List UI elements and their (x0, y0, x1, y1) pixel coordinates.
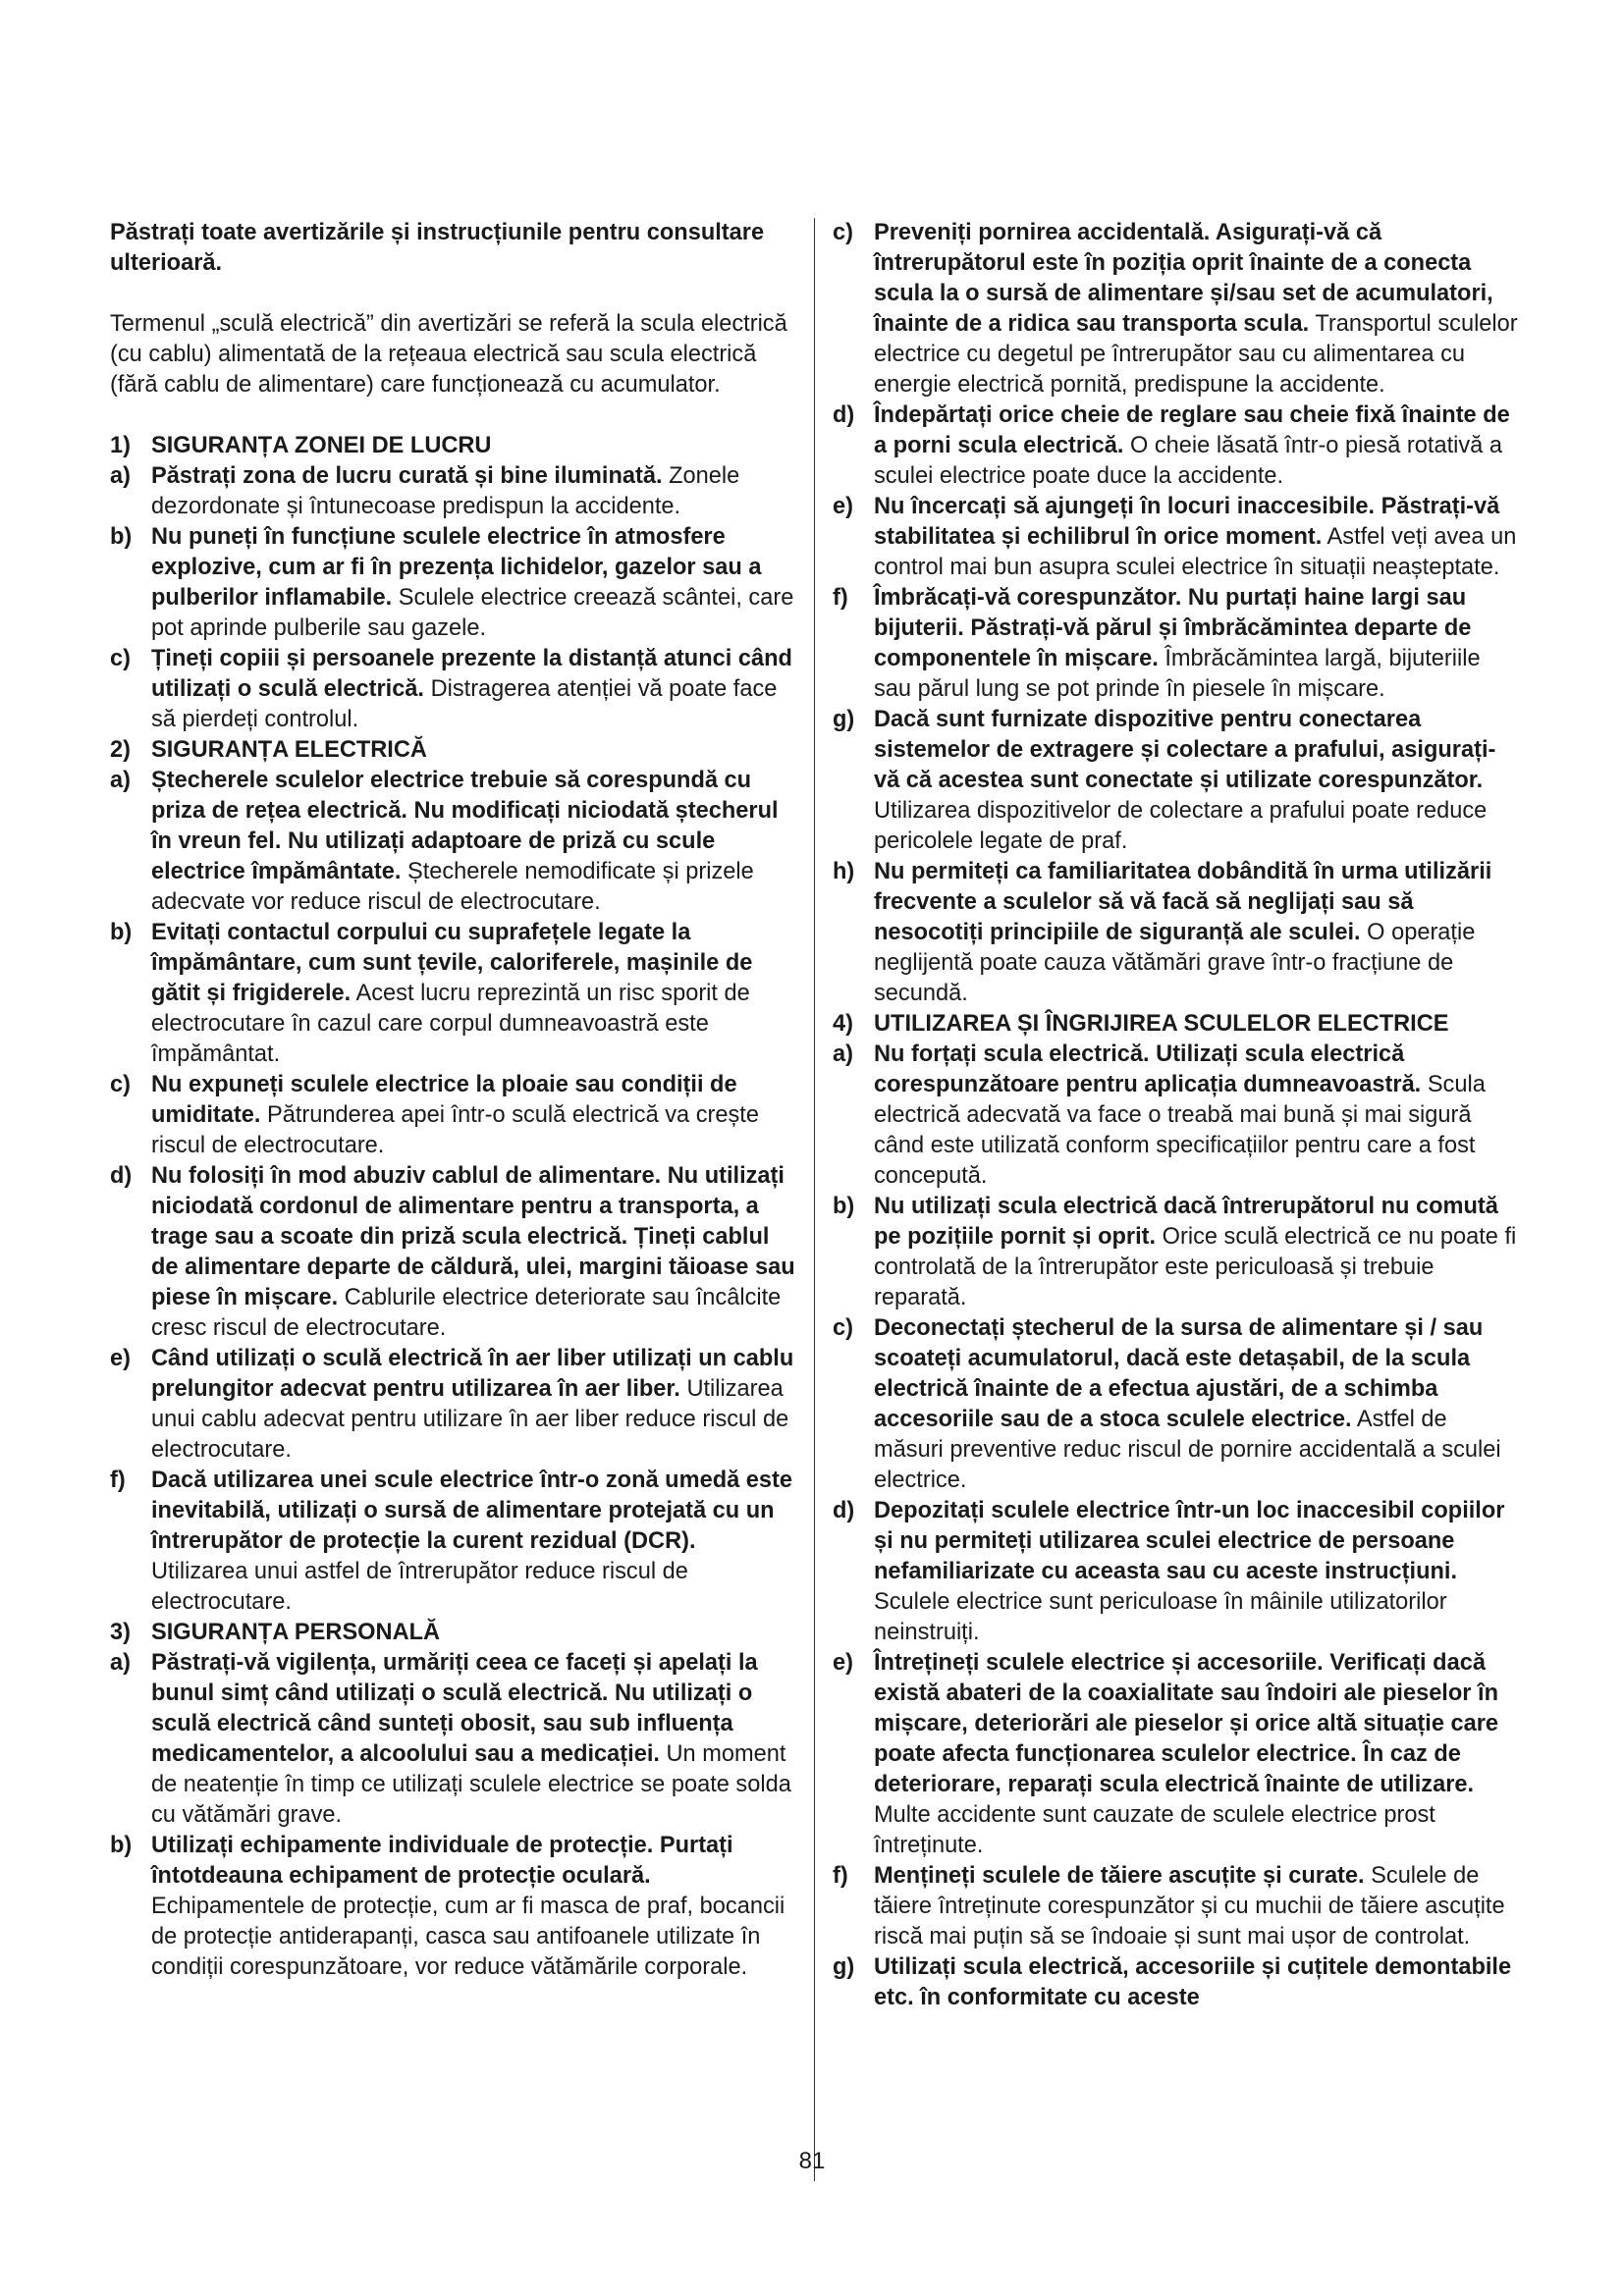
list-item (833, 492, 1520, 583)
item-label: g) (833, 1954, 855, 1980)
section-electrical-safety: 2) SIGURANȚA ELECTRICĂ (110, 737, 427, 763)
list-item (833, 705, 1520, 857)
item-text: Sculele electrice creează scântei, care pot aprinde pulberile sau gazele. (151, 585, 794, 641)
item-heading: Utilizați scula electrică, accesoriile și cuțitele demontabile etc. în conformitate cu aceste (874, 1954, 1512, 2010)
item-heading: Îndepărtați orice cheie de reglare sau cheie fixă înainte de a porni scula electrică. (874, 402, 1510, 458)
left-column (110, 218, 797, 1983)
item-heading: Nu forțați scula electrică. Utilizați scula electrică corespunzătoare pentru aplicația dumneavoastră. (874, 1041, 1422, 1097)
list-item (110, 1648, 797, 1831)
item-label: d) (110, 1163, 133, 1189)
electrical-safety-list (110, 766, 797, 1618)
list-item (833, 400, 1520, 492)
item-text: Sculele electrice sunt periculoase în mâinile utilizatorilor neinstruiți. (874, 1589, 1447, 1645)
item-label: a) (833, 1041, 853, 1067)
item-label: h) (833, 859, 855, 884)
section-work-area-safety: 1) SIGURANȚA ZONEI DE LUCRU (110, 433, 492, 458)
item-text: Orice sculă electrică ce nu poate fi controlată de la întrerupător este periculoasă și trebuie reparată. (874, 1224, 1517, 1310)
item-label: b) (833, 1194, 855, 1219)
item-label: e) (833, 494, 853, 519)
item-text: O cheie lăsată într-o piesă rotativă a sculei electrice poate duce la accidente. (874, 433, 1502, 489)
list-item (110, 1831, 797, 1983)
item-heading: Nu folosiți în mod abuziv cablul de alimentare. Nu utilizați niciodată cordonul de alimentare pentru a transporta, a trage sau a scoate din priză scula electrică. Țineți cablul de alimentare departe de căldură, ulei, margini tăioase sau piese în mișcare. (151, 1163, 795, 1310)
item-heading: Îmbrăcați-vă corespunzător. Nu purtați haine largi sau bijuterii. Păstrați-vă părul și îmbrăcămintea departe de componentele în mișcare. (874, 585, 1472, 671)
item-label: a) (110, 768, 131, 793)
item-text: Acest lucru reprezintă un risc sporit de electrocutare în cazul care corpul dumneavoastră este împământat. (151, 981, 750, 1067)
item-text: Transportul sculelor electrice cu degetul pe întrerupător sau cu alimentarea cu energie electrică pornită, predispune la accidente. (874, 311, 1518, 398)
list-item (110, 1466, 797, 1618)
right-column (833, 218, 1520, 2013)
item-label: a) (110, 463, 131, 489)
item-label: g) (833, 707, 855, 732)
section-tool-use-and-care: 4) UTILIZAREA ȘI ÎNGRIJIREA SCULELOR ELECTRICE (833, 1011, 1449, 1037)
item-heading: Nu încercați să ajungeți în locuri inaccesibile. Păstrați-vă stabilitatea și echilibrul în orice moment. (874, 494, 1500, 550)
item-heading: Preveniți pornirea accidentală. Asigurați-vă că întrerupătorul este în poziția oprit înainte de a conecta scula la o sursă de alimentare și/sau set de acumulatori, înainte de a ridica sau transporta scula. (874, 220, 1493, 337)
list-item (833, 1952, 1520, 2013)
item-label: c) (110, 1072, 131, 1097)
item-text: Ștecherele nemodificate și prizele adecvate vor reduce riscul de electrocutare. (151, 859, 754, 915)
list-item (110, 522, 797, 644)
item-heading: Țineți copiii și persoanele prezente la distanță atunci când utilizați o sculă electrică. (151, 646, 792, 702)
tool-use-and-care-list (833, 1040, 1520, 2013)
item-text: Utilizarea unui astfel de întrerupător reduce riscul de electrocutare. (151, 1559, 688, 1615)
list-item (833, 857, 1520, 1009)
item-heading: Dacă utilizarea unei scule electrice într-o zonă umedă este inevitabilă, utilizați o sursă de alimentare protejată cu un întrerupător de protecție la curent rezidual (DCR). (151, 1468, 792, 1554)
item-label: a) (110, 1650, 131, 1676)
personal-safety-list (110, 1648, 797, 1983)
list-item (833, 1861, 1520, 1952)
item-text: Îmbrăcămintea largă, bijuteriile sau părul lung se pot prinde în piesele în mișcare. (874, 646, 1481, 702)
item-heading: Nu expuneți sculele electrice la ploaie sau condiții de umiditate. (151, 1072, 737, 1128)
list-item (833, 1496, 1520, 1648)
item-label: c) (833, 220, 853, 245)
work-area-safety-list (110, 461, 797, 735)
item-label: c) (110, 646, 131, 671)
item-text: Utilizarea unui cablu adecvat pentru utilizare în aer liber reduce riscul de electrocutare. (151, 1376, 789, 1463)
column-divider (814, 218, 815, 2181)
item-heading: Utilizați echipamente individuale de protecție. Purtați întotdeauna echipament de protecție oculară. (151, 1833, 733, 1889)
item-heading: Nu utilizați scula electrică dacă întrerupătorul nu comută pe pozițiile pornit și oprit. (874, 1194, 1498, 1250)
item-label: b) (110, 920, 133, 945)
list-item (833, 1040, 1520, 1192)
item-label: c) (833, 1315, 853, 1341)
item-heading: Depozitați sculele electrice într-un loc inaccesibil copiilor și nu permiteți utilizarea sculei electrice de persoane nefamiliarizate cu aceasta sau cu aceste instrucțiuni. (874, 1498, 1505, 1584)
item-heading: Dacă sunt furnizate dispozitive pentru conectarea sistemelor de extragere și colectare a prafului, asigurați-vă că acestea sunt conectate și utilizate corespunzător. (874, 707, 1496, 793)
item-heading: Nu puneți în funcțiune sculele electrice în atmosfere explozive, cum ar fi în prezența lichidelor, gazelor sau a pulberilor inflamabile. (151, 524, 762, 611)
item-label: f) (110, 1468, 126, 1493)
list-item (110, 1070, 797, 1161)
item-text: Echipamentele de protecție, cum ar fi masca de praf, bocancii de protecție antiderapanți, casca sau antifoanele utilizate în condiții corespunzătoare, vor reduce vătămările corporale. (151, 1894, 785, 1980)
list-item (110, 461, 797, 522)
item-text: Pătrunderea apei într-o sculă electrică va crește riscul de electrocutare. (151, 1102, 759, 1158)
list-item (833, 1648, 1520, 1861)
item-text: O operație neglijentă poate cauza vătămări grave într-o fracțiune de secundă. (874, 920, 1476, 1006)
section-personal-safety: 3) SIGURANȚA PERSONALĂ (110, 1620, 441, 1645)
list-item (833, 1313, 1520, 1496)
item-label: f) (833, 1863, 848, 1889)
item-text: Zonele dezordonate și întunecoase predispun la accidente. (151, 463, 740, 519)
item-heading: Nu permiteți ca familiaritatea dobândită în urma utilizării frecvente a sculelor să vă facă să neglijați sau să nesocotiți principiile de siguranță ale sculei. (874, 859, 1492, 945)
item-text: Distragerea atenției vă poate face să pierdeți controlul. (151, 676, 778, 732)
item-text: Utilizarea dispozitivelor de colectare a prafului poate reduce pericolele legate de praf. (874, 798, 1488, 854)
item-heading: Întrețineți sculele electrice și accesoriile. Verificați dacă există abateri de la coaxialitate sau îndoiri ale pieselor în mișcare, deteriorări ale pieselor și orice altă situație care poate afecta funcționarea sculelor electrice. În caz de deteriorare, reparați scula electrică înainte de utilizare. (874, 1650, 1499, 1797)
intro-notice: Păstrați toate avertizările și instrucțiunile pentru consultare ulterioară. (110, 220, 765, 276)
item-text: Astfel veți avea un control mai bun asupra sculei electrice în situații neașteptate. (874, 524, 1517, 580)
item-text: Astfel de măsuri preventive reduc riscul de pornire accidentală a sculei electrice. (874, 1407, 1501, 1493)
item-text: Cablurile electrice deteriorate sau încâlcite cresc riscul de electrocutare. (151, 1285, 782, 1341)
list-item (110, 644, 797, 735)
item-text: Multe accidente sunt cauzate de sculele electrice prost întreținute. (874, 1802, 1435, 1858)
term-definition: Termenul „sculă electrică” din avertizări se referă la scula electrică (cu cablu) alimentată de la rețeaua electrică sau scula electrică (fără cablu de alimentare) care funcționează cu acumulator. (110, 311, 787, 398)
item-heading: Evitați contactul corpului cu suprafețele legate la împământare, cum sunt țevile, caloriferele, mașinile de gătit și frigiderele. (151, 920, 753, 1006)
list-item (833, 1192, 1520, 1313)
list-item (110, 1161, 797, 1344)
list-item (833, 218, 1520, 400)
item-text: Sculele de tăiere întreținute corespunzător și cu muchii de tăiere ascuțite riscă mai puțin să se îndoaie și sunt mai ușor de controlat. (874, 1863, 1505, 1949)
item-heading: Păstrați zona de lucru curată și bine iluminată. (151, 463, 663, 489)
item-label: b) (110, 1833, 133, 1858)
list-item (110, 918, 797, 1070)
item-label: e) (833, 1650, 853, 1676)
page-number: 81 (798, 2148, 826, 2174)
item-label: f) (833, 585, 848, 611)
item-text: Un moment de neatenție în timp ce utilizați sculele electrice se poate solda cu vătămări grave. (151, 1741, 791, 1828)
item-heading: Mențineți sculele de tăiere ascuțite și curate. (874, 1863, 1365, 1889)
item-heading: Când utilizați o sculă electrică în aer liber utilizați un cablu prelungitor adecvat pentru utilizarea în aer liber. (151, 1346, 794, 1402)
item-heading: Ștecherele sculelor electrice trebuie să corespundă cu priza de rețea electrică. Nu modificați niciodată ștecherul în vreun fel. Nu utilizați adaptoare de priză cu scule electrice împământate. (151, 768, 779, 884)
personal-safety-list-continued (833, 218, 1520, 1009)
item-label: d) (833, 402, 855, 428)
item-label: d) (833, 1498, 855, 1523)
list-item (833, 583, 1520, 705)
item-label: e) (110, 1346, 131, 1371)
list-item (110, 766, 797, 918)
item-heading: Deconectați ștecherul de la sursa de alimentare și / sau scoateți acumulatorul, dacă este detașabil, de la scula electrică înainte de a efectua ajustări, de a schimba accesoriile sau de a stoca sculele electrice. (874, 1315, 1484, 1432)
item-text: Scula electrică adecvată va face o treabă mai bună și mai sigură când este utilizată conform specificațiilor pentru care a fost concepută. (874, 1072, 1486, 1189)
item-label: b) (110, 524, 133, 550)
item-heading: Păstrați-vă vigilența, urmăriți ceea ce faceți și apelați la bunul simț când utilizați o sculă electrică. Nu utilizați o sculă electrică când sunteți obosit, sau sub influența medicamentelor, a alcoolului sau a medicației. (151, 1650, 758, 1767)
list-item (110, 1344, 797, 1466)
